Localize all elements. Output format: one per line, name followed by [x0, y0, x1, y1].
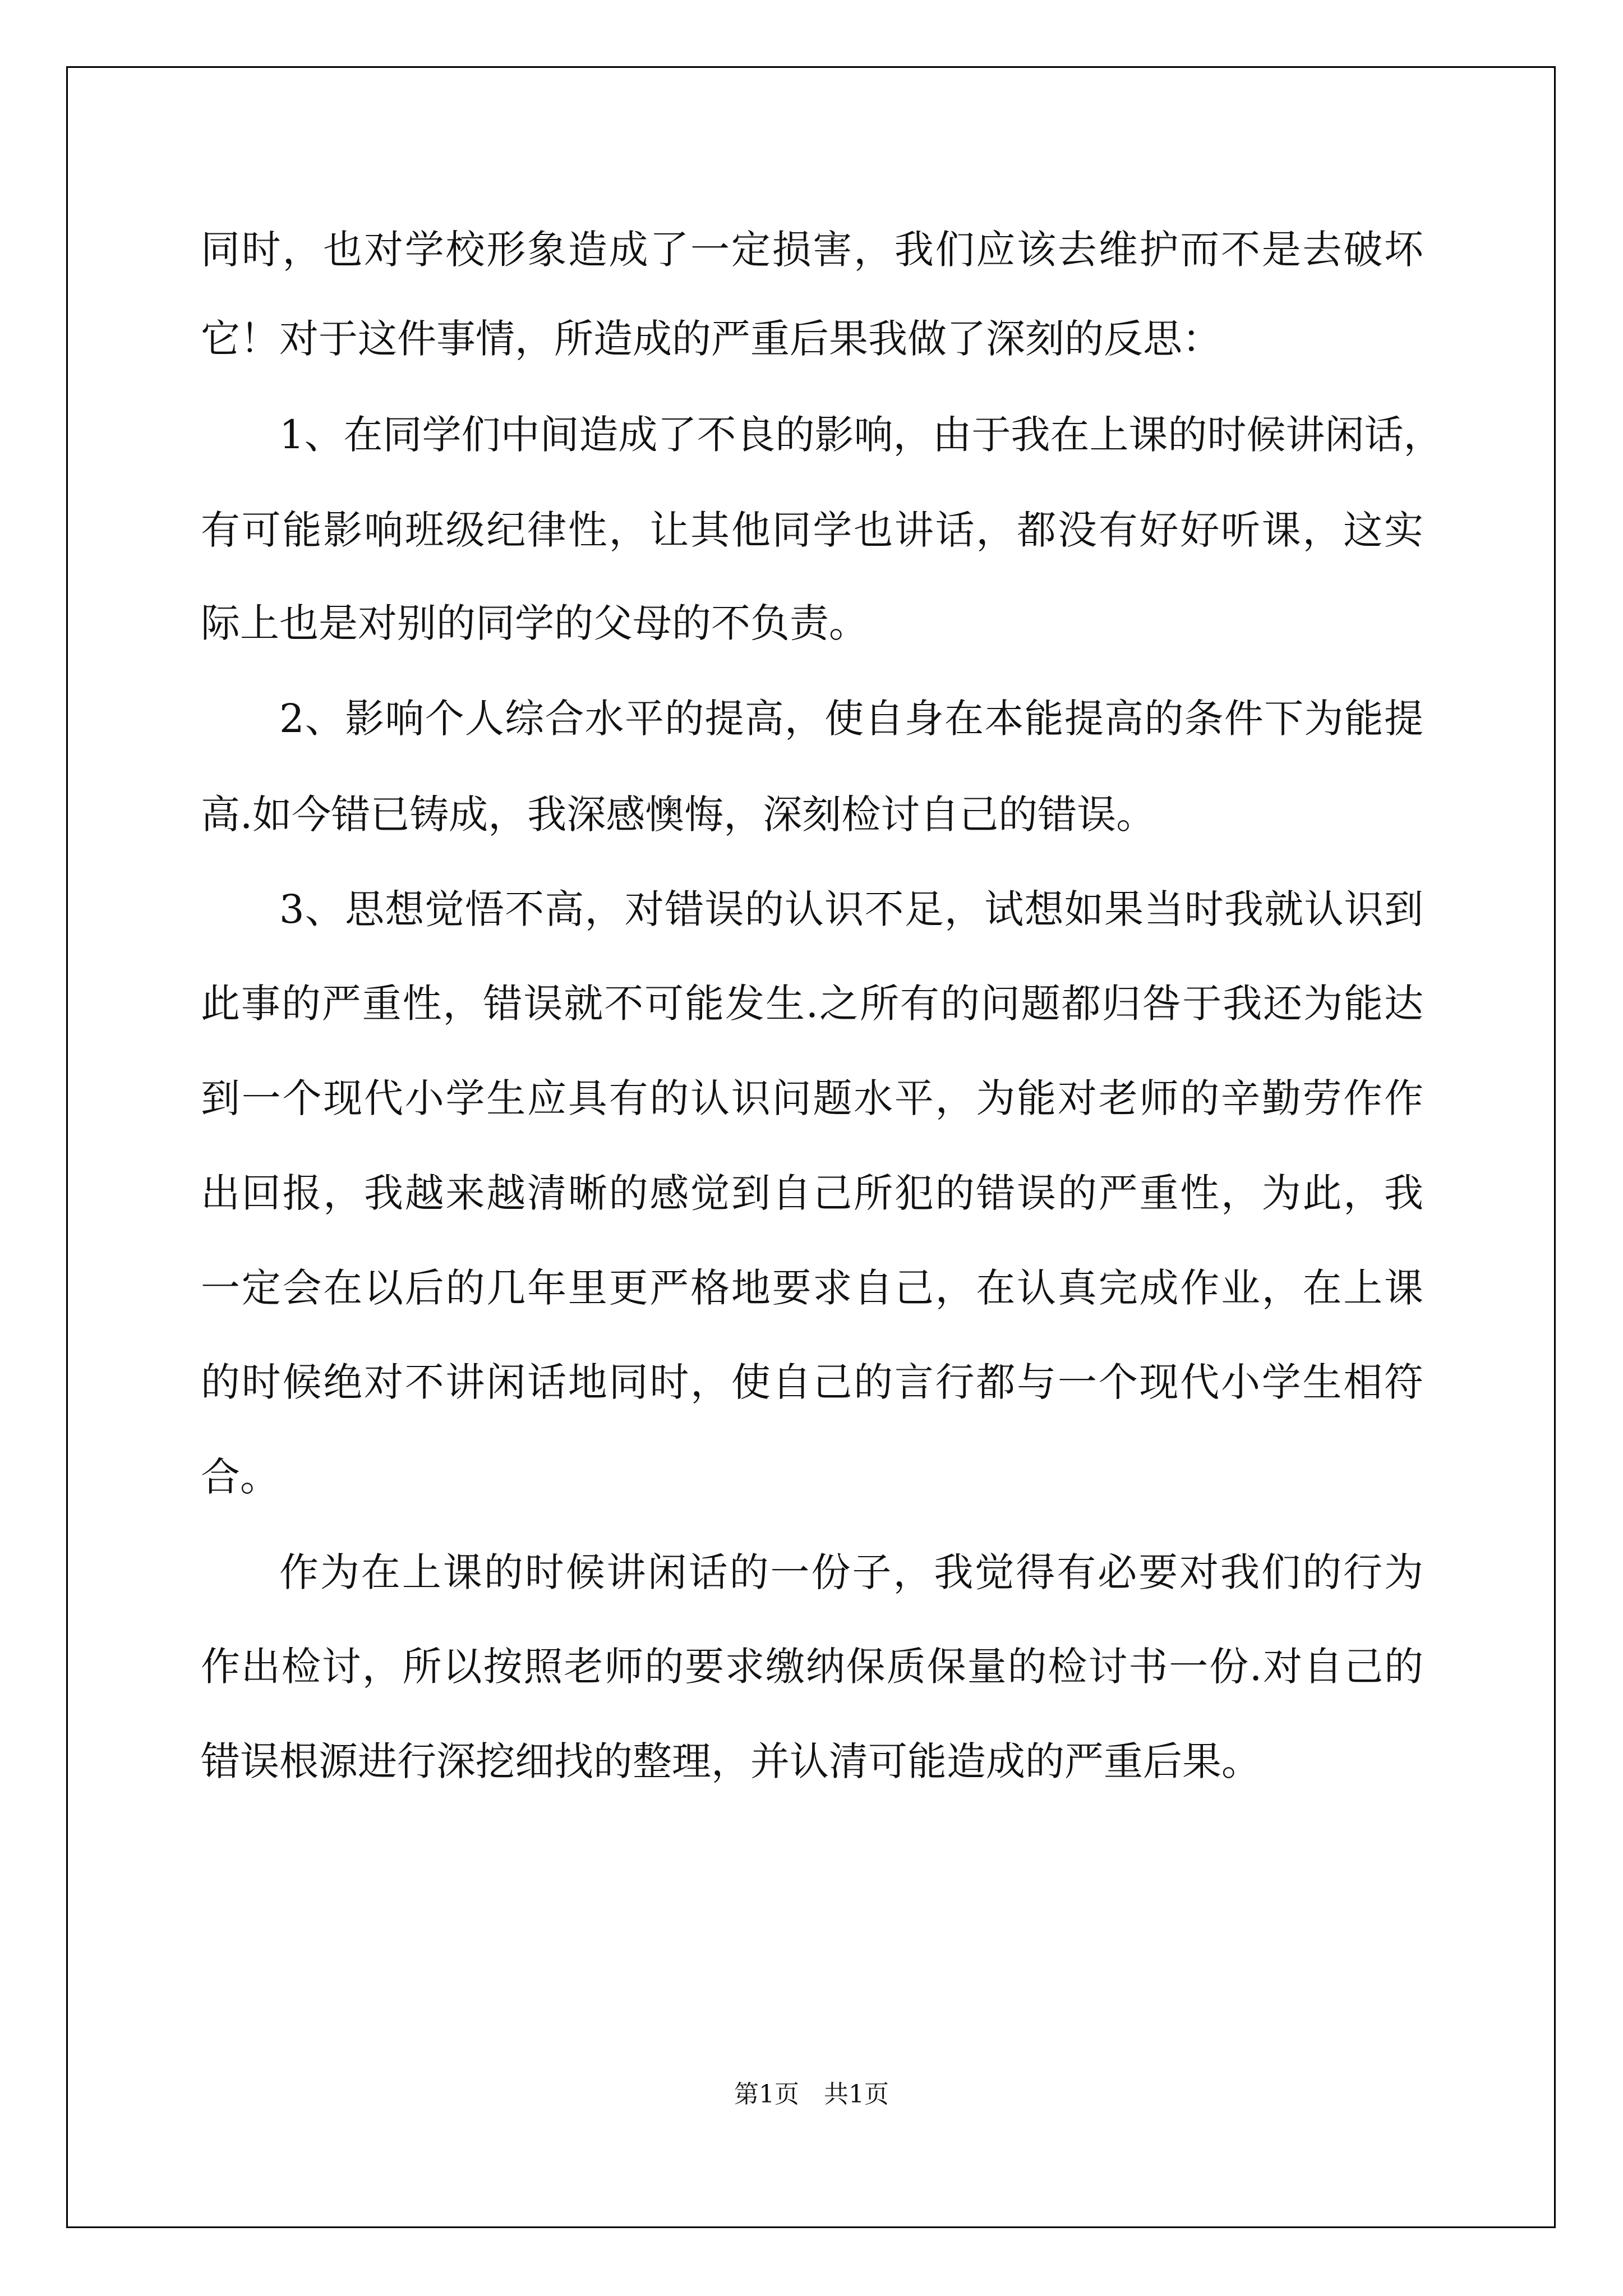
paragraph-3-line-7: 合。 [201, 1454, 279, 1500]
page-border [66, 66, 1556, 2228]
paragraph-1-line-3: 际上也是对别的同学的父母的不负责。 [201, 600, 868, 646]
body-line-1: 同时，也对学校形象造成了一定损害，我们应该去维护而不是去破坏 [201, 227, 1423, 273]
paragraph-3-line-6: 的时候绝对不讲闲话地同时，使自己的言行都与一个现代小学生相符 [201, 1359, 1423, 1405]
paragraph-3-line-1: 3、思想觉悟不高，对错误的认识不足，试想如果当时我就认识到 [279, 886, 1423, 932]
paragraph-3-line-4: 出回报，我越来越清晰的感觉到自己所犯的错误的严重性，为此，我 [201, 1170, 1423, 1216]
paragraph-3-line-2: 此事的严重性，错误就不可能发生.之所有的问题都归咎于我还为能达 [201, 981, 1423, 1027]
paragraph-2-line-2: 高.如今错已铸成，我深感懊悔，深刻检讨自己的错误。 [201, 792, 1156, 838]
paragraph-4-line-2: 作出检讨，所以按照老师的要求缴纳保质保量的检讨书一份.对自己的 [201, 1644, 1423, 1690]
paragraph-1-line-1: 1、在同学们中间造成了不良的影响，由于我在上课的时候讲闲话， [279, 412, 1443, 458]
paragraph-1-line-2: 有可能影响班级纪律性，让其他同学也讲话，都没有好好听课，这实 [201, 507, 1423, 553]
paragraph-4-line-3: 错误根源进行深挖细找的整理，并认清可能造成的严重后果。 [201, 1738, 1261, 1784]
body-line-2: 它！对于这件事情，所造成的严重后果我做了深刻的反思： [201, 316, 1221, 362]
paragraph-3-line-5: 一定会在以后的几年里更严格地要求自己，在认真完成作业，在上课 [201, 1265, 1423, 1311]
page-number-footer: 第1页 共1页 [734, 2080, 889, 2109]
paragraph-2-line-1: 2、影响个人综合水平的提高，使自身在本能提高的条件下为能提 [279, 696, 1423, 742]
paragraph-3-line-3: 到一个现代小学生应具有的认识问题水平，为能对老师的辛勤劳作作 [201, 1075, 1423, 1121]
paragraph-4-line-1: 作为在上课的时候讲闲话的一份子，我觉得有必要对我们的行为 [279, 1549, 1423, 1595]
